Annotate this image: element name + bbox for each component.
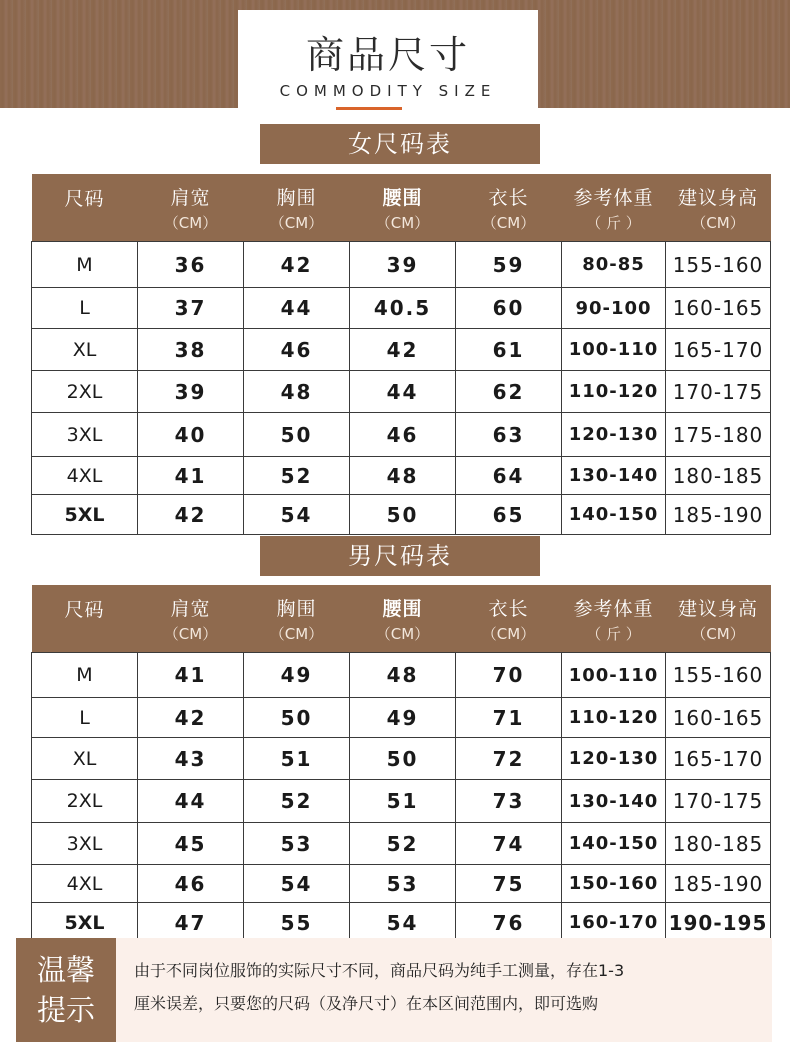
table-row bbox=[32, 371, 771, 413]
header-chest: 胸围 （CM） bbox=[244, 585, 350, 653]
cell-chest: 54 bbox=[244, 865, 350, 903]
cell-length: 64 bbox=[456, 457, 562, 495]
notice-label-line1: 温馨 bbox=[36, 953, 95, 987]
cell-shoulder: 41 bbox=[138, 653, 244, 698]
cell-chest: 53 bbox=[244, 823, 350, 865]
cell-height: 155-160 bbox=[666, 653, 771, 698]
cell-waist: 40.5 bbox=[350, 288, 456, 329]
cell-height: 155-160 bbox=[666, 242, 771, 288]
cell-shoulder: 36 bbox=[138, 242, 244, 288]
cell-length: 76 bbox=[456, 903, 562, 943]
cell-length: 73 bbox=[456, 780, 562, 823]
table-row bbox=[32, 823, 771, 865]
cell-length: 62 bbox=[456, 371, 562, 413]
cell-weight: 150-160 bbox=[562, 865, 666, 903]
header-length: 衣长 （CM） bbox=[456, 174, 562, 242]
cell-weight: 110-120 bbox=[562, 371, 666, 413]
cell-size: 5XL bbox=[32, 903, 138, 943]
cell-height: 185-190 bbox=[666, 865, 771, 903]
header-shoulder: 肩宽 （CM） bbox=[138, 585, 244, 653]
cell-height: 175-180 bbox=[666, 413, 771, 457]
cell-shoulder: 37 bbox=[138, 288, 244, 329]
header-shoulder: 肩宽 （CM） bbox=[138, 174, 244, 242]
women-size-table bbox=[31, 174, 771, 535]
cell-height: 180-185 bbox=[666, 457, 771, 495]
cell-shoulder: 39 bbox=[138, 371, 244, 413]
cell-size: 4XL bbox=[32, 457, 138, 495]
cell-chest: 52 bbox=[244, 780, 350, 823]
table-row bbox=[32, 738, 771, 780]
cell-weight: 80-85 bbox=[562, 242, 666, 288]
cell-weight: 140-150 bbox=[562, 495, 666, 535]
header-length: 衣长 （CM） bbox=[456, 585, 562, 653]
cell-shoulder: 44 bbox=[138, 780, 244, 823]
table-row bbox=[32, 865, 771, 903]
cell-shoulder: 40 bbox=[138, 413, 244, 457]
cell-waist: 42 bbox=[350, 329, 456, 371]
cell-waist: 46 bbox=[350, 413, 456, 457]
cell-length: 63 bbox=[456, 413, 562, 457]
cell-height: 185-190 bbox=[666, 495, 771, 535]
notice-text-line2: 厘米误差，只要您的尺码（及净尺寸）在本区间范围内，即可选购 bbox=[134, 994, 599, 1013]
cell-size: 4XL bbox=[32, 865, 138, 903]
header-weight: 参考体重 （ 斤 ） bbox=[562, 174, 666, 242]
header-height: 建议身高 （CM） bbox=[666, 585, 771, 653]
banner-title-panel bbox=[238, 10, 538, 108]
cell-chest: 42 bbox=[244, 242, 350, 288]
cell-weight: 120-130 bbox=[562, 413, 666, 457]
header-waist: 腰围 （CM） bbox=[350, 585, 456, 653]
table-row bbox=[32, 653, 771, 698]
table-row bbox=[32, 413, 771, 457]
table-row bbox=[32, 288, 771, 329]
cell-size: M bbox=[32, 242, 138, 288]
cell-chest: 44 bbox=[244, 288, 350, 329]
cell-height: 190-195 bbox=[666, 903, 771, 943]
cell-height: 170-175 bbox=[666, 371, 771, 413]
notice-label-line2: 提示 bbox=[36, 993, 95, 1027]
page-title: 商品尺寸 bbox=[305, 33, 470, 77]
cell-size: 3XL bbox=[32, 823, 138, 865]
cell-chest: 54 bbox=[244, 495, 350, 535]
cell-size: 3XL bbox=[32, 413, 138, 457]
table-row bbox=[32, 780, 771, 823]
cell-shoulder: 45 bbox=[138, 823, 244, 865]
cell-length: 75 bbox=[456, 865, 562, 903]
cell-shoulder: 42 bbox=[138, 698, 244, 738]
cell-shoulder: 47 bbox=[138, 903, 244, 943]
table-header-row bbox=[32, 585, 771, 653]
header-banner bbox=[0, 0, 790, 108]
cell-size: XL bbox=[32, 738, 138, 780]
cell-shoulder: 43 bbox=[138, 738, 244, 780]
header-weight: 参考体重 （ 斤 ） bbox=[562, 585, 666, 653]
table-row bbox=[32, 698, 771, 738]
cell-height: 160-165 bbox=[666, 698, 771, 738]
cell-shoulder: 42 bbox=[138, 495, 244, 535]
cell-size: 5XL bbox=[32, 495, 138, 535]
cell-size: L bbox=[32, 288, 138, 329]
cell-length: 65 bbox=[456, 495, 562, 535]
cell-waist: 52 bbox=[350, 823, 456, 865]
cell-chest: 51 bbox=[244, 738, 350, 780]
header-waist: 腰围 （CM） bbox=[350, 174, 456, 242]
cell-chest: 48 bbox=[244, 371, 350, 413]
cell-height: 180-185 bbox=[666, 823, 771, 865]
cell-chest: 52 bbox=[244, 457, 350, 495]
cell-shoulder: 41 bbox=[138, 457, 244, 495]
notice-text bbox=[134, 954, 764, 1020]
cell-weight: 130-140 bbox=[562, 457, 666, 495]
cell-chest: 50 bbox=[244, 413, 350, 457]
cell-waist: 49 bbox=[350, 698, 456, 738]
cell-chest: 55 bbox=[244, 903, 350, 943]
cell-chest: 46 bbox=[244, 329, 350, 371]
cell-waist: 51 bbox=[350, 780, 456, 823]
cell-weight: 110-120 bbox=[562, 698, 666, 738]
cell-length: 59 bbox=[456, 242, 562, 288]
cell-weight: 140-150 bbox=[562, 823, 666, 865]
cell-waist: 50 bbox=[350, 738, 456, 780]
cell-height: 165-170 bbox=[666, 738, 771, 780]
cell-chest: 50 bbox=[244, 698, 350, 738]
cell-weight: 160-170 bbox=[562, 903, 666, 943]
page-subtitle: COMMODITY SIZE bbox=[279, 82, 497, 100]
cell-size: XL bbox=[32, 329, 138, 371]
warm-notice-box bbox=[16, 938, 772, 1042]
table-row bbox=[32, 495, 771, 535]
notice-label bbox=[16, 938, 116, 1042]
cell-length: 74 bbox=[456, 823, 562, 865]
cell-chest: 49 bbox=[244, 653, 350, 698]
table-row bbox=[32, 903, 771, 943]
header-chest: 胸围 （CM） bbox=[244, 174, 350, 242]
cell-weight: 130-140 bbox=[562, 780, 666, 823]
header-size: 尺码 bbox=[32, 174, 138, 242]
cell-size: M bbox=[32, 653, 138, 698]
cell-weight: 120-130 bbox=[562, 738, 666, 780]
cell-shoulder: 46 bbox=[138, 865, 244, 903]
cell-weight: 100-110 bbox=[562, 329, 666, 371]
cell-length: 60 bbox=[456, 288, 562, 329]
cell-waist: 39 bbox=[350, 242, 456, 288]
men-size-chart-title: 男尺码表 bbox=[260, 536, 540, 576]
cell-waist: 44 bbox=[350, 371, 456, 413]
cell-waist: 54 bbox=[350, 903, 456, 943]
cell-length: 71 bbox=[456, 698, 562, 738]
header-height: 建议身高 （CM） bbox=[666, 174, 771, 242]
cell-length: 70 bbox=[456, 653, 562, 698]
cell-height: 170-175 bbox=[666, 780, 771, 823]
cell-size: 2XL bbox=[32, 780, 138, 823]
cell-waist: 48 bbox=[350, 653, 456, 698]
table-row bbox=[32, 457, 771, 495]
header-size: 尺码 bbox=[32, 585, 138, 653]
table-row bbox=[32, 242, 771, 288]
table-header-row bbox=[32, 174, 771, 242]
cell-shoulder: 38 bbox=[138, 329, 244, 371]
cell-waist: 50 bbox=[350, 495, 456, 535]
cell-height: 165-170 bbox=[666, 329, 771, 371]
cell-size: L bbox=[32, 698, 138, 738]
subtitle-underline bbox=[336, 107, 402, 110]
cell-weight: 90-100 bbox=[562, 288, 666, 329]
cell-weight: 100-110 bbox=[562, 653, 666, 698]
cell-waist: 48 bbox=[350, 457, 456, 495]
cell-length: 72 bbox=[456, 738, 562, 780]
cell-waist: 53 bbox=[350, 865, 456, 903]
cell-length: 61 bbox=[456, 329, 562, 371]
cell-size: 2XL bbox=[32, 371, 138, 413]
table-row bbox=[32, 329, 771, 371]
cell-height: 160-165 bbox=[666, 288, 771, 329]
notice-text-line1: 由于不同岗位服饰的实际尺寸不同，商品尺码为纯手工测量，存在1-3 bbox=[134, 961, 625, 980]
men-size-table bbox=[31, 585, 771, 943]
women-size-chart-title: 女尺码表 bbox=[260, 124, 540, 164]
